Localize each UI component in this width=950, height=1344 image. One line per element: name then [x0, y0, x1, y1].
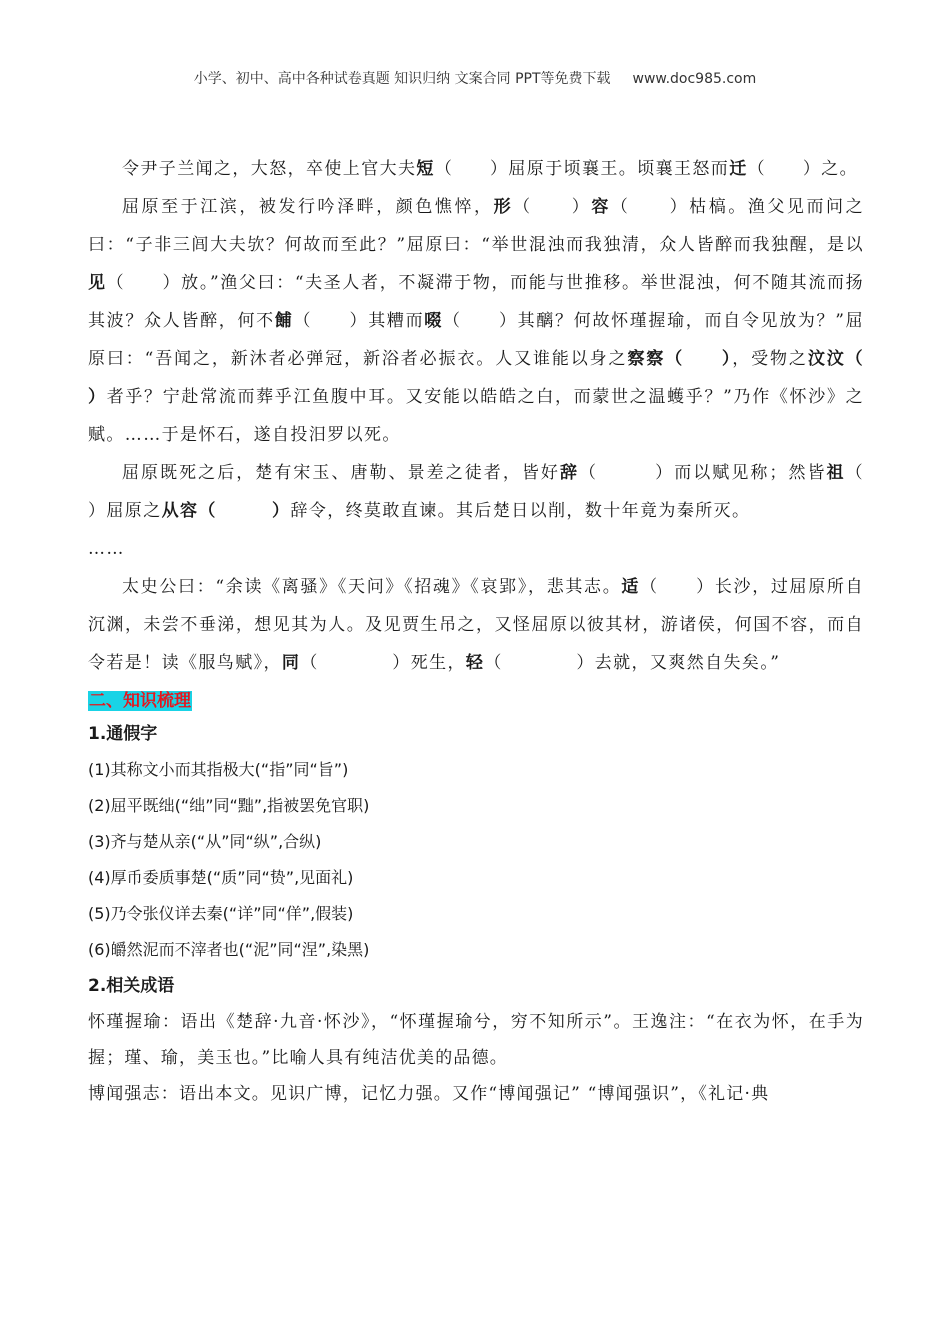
- list-item: (1)其称文小而其指极大(“指”同“旨”): [88, 760, 349, 779]
- text-run: 令尹子兰闻之，大怒，卒使上官大夫: [122, 159, 417, 179]
- idioms-heading: 2.相关成语: [88, 976, 175, 996]
- passage-paragraph-1: [88, 150, 864, 188]
- text-run: 辞令，终莫敢直谏。其后楚日以削，数十年竟为秦所灭。: [290, 501, 751, 521]
- text-run: （ ）屈原于顷襄王。顷襄王怒而: [434, 159, 730, 179]
- keyword: 啜: [424, 311, 443, 331]
- text-run: 屈原既死之后，楚有宋玉、唐勒、景差之徒者，皆好: [122, 463, 560, 483]
- text-run: （ ）之。: [747, 159, 859, 179]
- keyword: 迁: [729, 159, 748, 179]
- keyword: 适: [621, 577, 641, 597]
- keyword: 祖: [826, 463, 846, 483]
- list-item: (6)皭然泥而不滓者也(“泥”同“涅”,染黑): [88, 940, 370, 959]
- keyword: 形: [493, 197, 514, 217]
- keyword: 汶汶（ ）: [88, 349, 920, 407]
- passage-ellipsis: ……: [88, 539, 125, 559]
- text-run: （ ）去就，又爽然自失矣。”: [484, 653, 781, 673]
- keyword: 见: [88, 273, 107, 293]
- text-run: ，受物之: [732, 349, 808, 369]
- text-run: （ ）其糟而: [293, 311, 425, 331]
- keyword: 从容（ ）: [161, 501, 291, 521]
- list-item: (5)乃令张仪详去秦(“详”同“佯”,假装): [88, 904, 354, 923]
- page-header: [0, 68, 950, 88]
- keyword: 轻: [465, 653, 485, 673]
- idiom-entry: 怀瑾握瑜：语出《楚辞·九音·怀沙》，“怀瑾握瑜兮，穷不知所示”。王逸注：“在衣为怀，在手为握；瑾、瑜，美玉也。”比喻人具有纯洁优美的品德。: [88, 1012, 864, 1068]
- text-run: 太史公曰：“余读《离骚》《天问》《招魂》《哀郢》，悲其志。: [122, 577, 622, 597]
- text-run: （ ）枯槁。渔父见而问之曰：“子非三闾大夫欤？何故而至此？”屈原曰：“举世混浊而我独清，众人皆醉而我独醒，是以: [88, 197, 864, 255]
- text-run: （ ）长沙，过屈原所自沉渊，未尝不垂涕，想见其为人。及见贾生吊之，又怪屈原以彼其材，游诸侯，何国不容，而自令若是！读《服鸟赋》，: [88, 577, 864, 673]
- passage-paragraph-2: [88, 188, 920, 454]
- header-site-link[interactable]: www.doc985.com: [632, 71, 757, 87]
- text-run: 者乎？宁赴常流而葬乎江鱼腹中耳。又安能以皓皓之白，而蒙世之温蠖乎？”乃作《怀沙》之赋。……于是怀石，遂自投汨罗以死。: [88, 387, 864, 445]
- document-body: [88, 150, 920, 1112]
- tongjiazi-heading: 1.通假字: [88, 724, 158, 744]
- header-text: 小学、初中、高中各种试卷真题 知识归纳 文案合同 PPT等免费下载: [193, 71, 611, 87]
- text-run: 屈原至于江滨，被发行吟泽畔，颜色憔悴，: [122, 197, 494, 217]
- list-item: (4)厚币委质事楚(“质”同“贽”,见面礼): [88, 868, 354, 887]
- text-run: （ ）屈原之: [88, 463, 901, 521]
- section-heading: [88, 686, 864, 716]
- passage-paragraph-4: [88, 568, 864, 682]
- keyword: 同: [281, 653, 301, 673]
- keyword: 短: [416, 159, 435, 179]
- passage-paragraph-3: [88, 454, 901, 530]
- keyword: 察察（ ）: [627, 349, 733, 369]
- text-run: （ ）: [513, 197, 592, 217]
- keyword: 容: [591, 197, 611, 217]
- list-item: (3)齐与楚从亲(“从”同“纵”,合纵): [88, 832, 322, 851]
- text-run: （ ）而以赋见称；然皆: [579, 463, 827, 483]
- keyword: 餔: [274, 311, 294, 331]
- idiom-entry: 博闻强志：语出本文。见识广博，记忆力强。又作“博闻强记” “博闻强识”，《礼记·典: [88, 1084, 770, 1104]
- list-item: (2)屈平既绌(“绌”同“黜”,指被罢免官职): [88, 796, 370, 815]
- section-title: 二、知识梳理: [89, 691, 191, 711]
- text-run: （ ）放。”渔父曰：“夫圣人者，不凝滞于物，而能与世推移。举世混浊，何不随其流而扬其波？众人皆醉，何不: [88, 273, 864, 331]
- keyword: 辞: [559, 463, 579, 483]
- text-run: （ ）其醨？何故怀瑾握瑜，而自令见放为？”屈原曰：“吾闻之，新沐者必弹冠，新浴者必振衣。人又谁能以身之: [88, 311, 865, 369]
- text-run: （ ）死生，: [300, 653, 466, 673]
